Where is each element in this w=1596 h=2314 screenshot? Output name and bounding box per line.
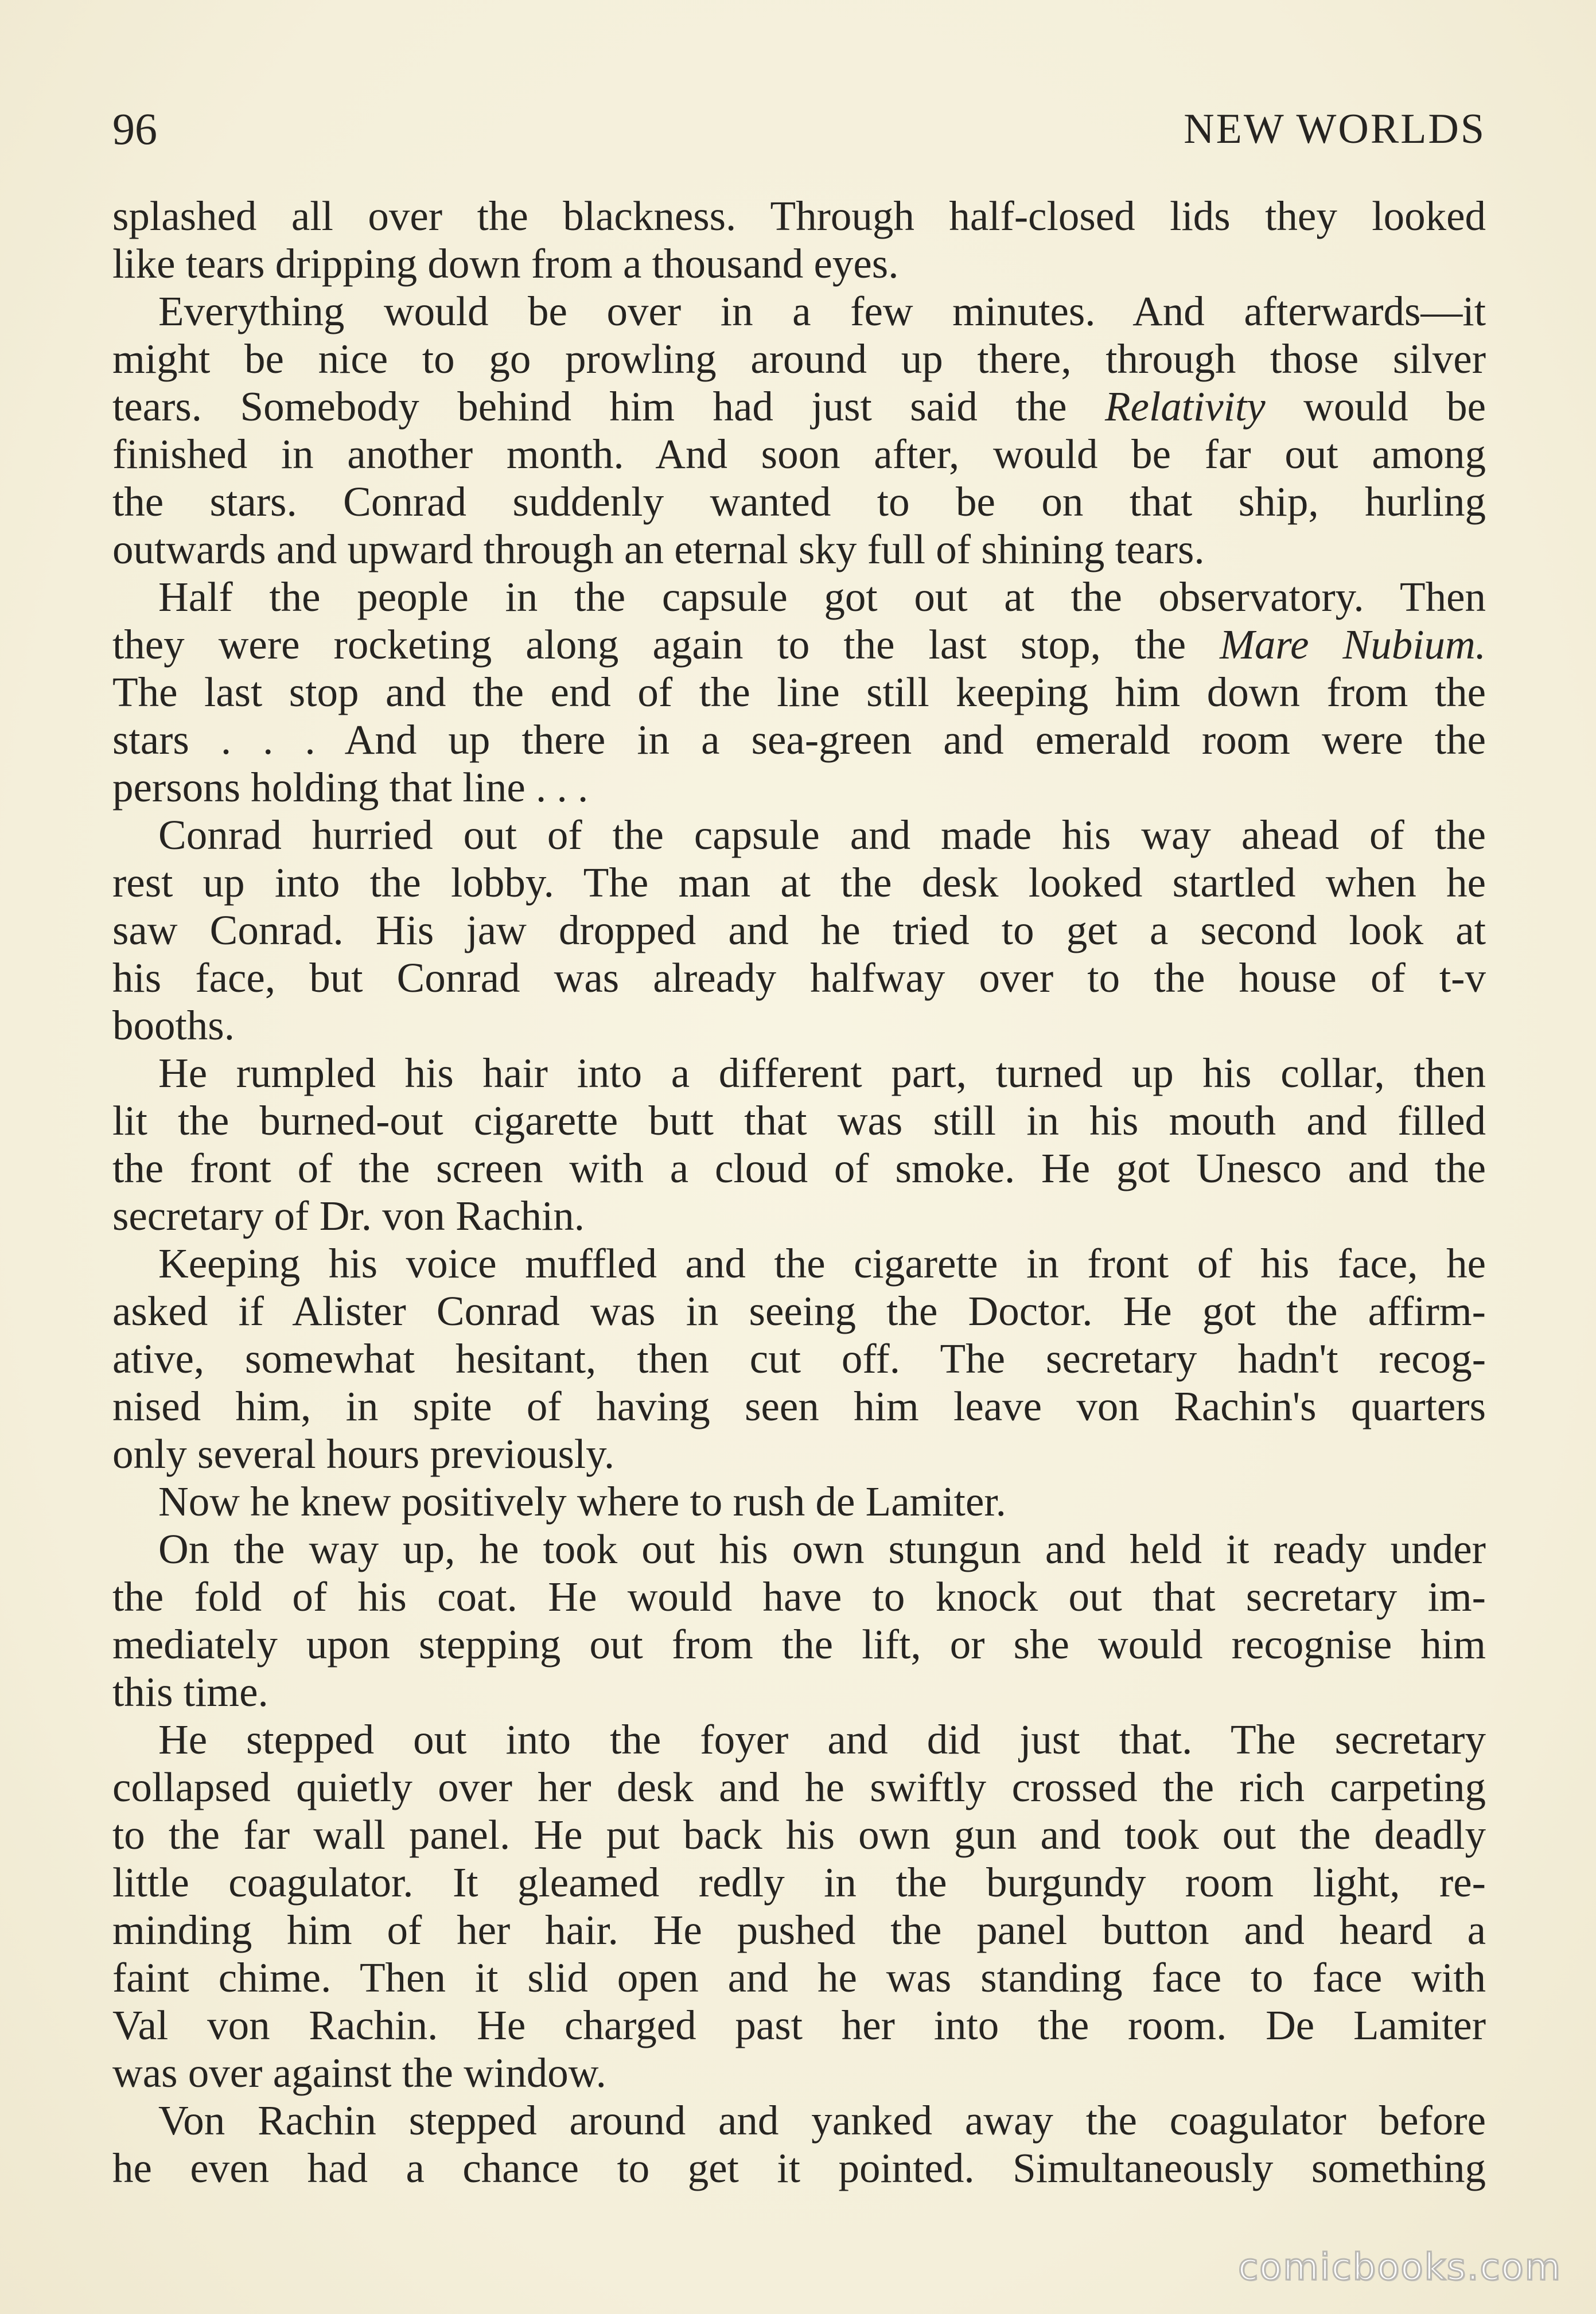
text-line: asked if Alister Conrad was in seeing the Doctor. He got the affirm- bbox=[112, 1288, 1486, 1334]
text-line: his face, but Conrad was already halfway over to the house of t-v bbox=[112, 955, 1486, 1001]
text-line: they were rocketing along again to the last stop, the Mare Nubium. bbox=[112, 621, 1486, 668]
text-line: only several hours previously. bbox=[112, 1431, 615, 1477]
text-line: might be nice to go prowling around up there, through those silver bbox=[112, 336, 1486, 382]
text-line: Val von Rachin. He charged past her into the room. De Lamiter bbox=[112, 2002, 1486, 2048]
text-line: rest up into the lobby. The man at the desk looked startled when he bbox=[112, 859, 1486, 906]
text-line: Conrad hurried out of the capsule and made his way ahead of the bbox=[158, 812, 1486, 858]
text-line: splashed all over the blackness. Through half-closed lids they looked bbox=[112, 193, 1486, 239]
text-line: outwards and upward through an eternal sky full of shining tears. bbox=[112, 526, 1205, 572]
text-line: persons holding that line . . . bbox=[112, 764, 589, 811]
text-line: collapsed quietly over her desk and he swiftly crossed the rich carpeting bbox=[112, 1764, 1486, 1810]
text-line: finished in another month. And soon after, would be far out among bbox=[112, 431, 1486, 477]
body-text bbox=[112, 192, 1486, 2192]
text-line: lit the burned-out cigarette butt that was still in his mouth and filled bbox=[112, 1097, 1486, 1144]
text-line: was over against the window. bbox=[112, 2050, 606, 2096]
text-line: saw Conrad. His jaw dropped and he tried to get a second look at bbox=[112, 907, 1486, 953]
text-line: the front of the screen with a cloud of smoke. He got Unesco and the bbox=[112, 1145, 1486, 1191]
text-line: On the way up, he took out his own stungun and held it ready under bbox=[158, 1526, 1486, 1572]
text-line: he even had a chance to get it pointed. Simultaneously something bbox=[112, 2145, 1486, 2191]
text-line: Now he knew positively where to rush de Lamiter. bbox=[158, 1478, 1006, 1525]
text-line: minding him of her hair. He pushed the panel button and heard a bbox=[112, 1907, 1486, 1953]
text-line: stars . . . And up there in a sea-green and emerald room were the bbox=[112, 716, 1486, 763]
text-line: faint chime. Then it slid open and he was standing face to face with bbox=[112, 1954, 1486, 2001]
text-line: nised him, in spite of having seen him leave von Rachin's quarters bbox=[112, 1383, 1486, 1429]
text-line: Everything would be over in a few minutes. And afterwards—it bbox=[158, 288, 1486, 334]
page-header bbox=[112, 98, 1486, 161]
text-line: He stepped out into the foyer and did just that. The secretary bbox=[158, 1716, 1486, 1763]
text-line: Half the people in the capsule got out at the observatory. Then bbox=[158, 574, 1486, 620]
running-head: NEW WORLDS bbox=[1184, 106, 1486, 153]
text-line: tears. Somebody behind him had just said the Relativity would be bbox=[112, 383, 1486, 430]
text-line: He rumpled his hair into a different part, turned up his collar, then bbox=[158, 1050, 1486, 1096]
text-line: mediately upon stepping out from the lift, or she would recognise him bbox=[112, 1621, 1486, 1668]
text-line: Keeping his voice muffled and the cigarette in front of his face, he bbox=[158, 1240, 1486, 1287]
text-line: Von Rachin stepped around and yanked away the coagulator before bbox=[158, 2097, 1486, 2144]
watermark-logo: comicbooks.com bbox=[1237, 2246, 1562, 2289]
text-line: The last stop and the end of the line still keeping him down from the bbox=[112, 669, 1486, 715]
text-line: secretary of Dr. von Rachin. bbox=[112, 1193, 585, 1239]
text-line: this time. bbox=[112, 1669, 268, 1715]
text-line: to the far wall panel. He put back his own gun and took out the deadly bbox=[112, 1812, 1486, 1858]
page-number: 96 bbox=[112, 104, 157, 154]
text-line: the fold of his coat. He would have to knock out that secretary im- bbox=[112, 1573, 1486, 1620]
text-line: little coagulator. It gleamed redly in the burgundy room light, re- bbox=[112, 1859, 1486, 1906]
text-line: booths. bbox=[112, 1002, 235, 1049]
text-line: like tears dripping down from a thousand eyes. bbox=[112, 240, 899, 287]
text-line: ative, somewhat hesitant, then cut off. The secretary hadn't recog- bbox=[112, 1335, 1486, 1382]
text-line: the stars. Conrad suddenly wanted to be on that ship, hurling bbox=[112, 478, 1486, 525]
